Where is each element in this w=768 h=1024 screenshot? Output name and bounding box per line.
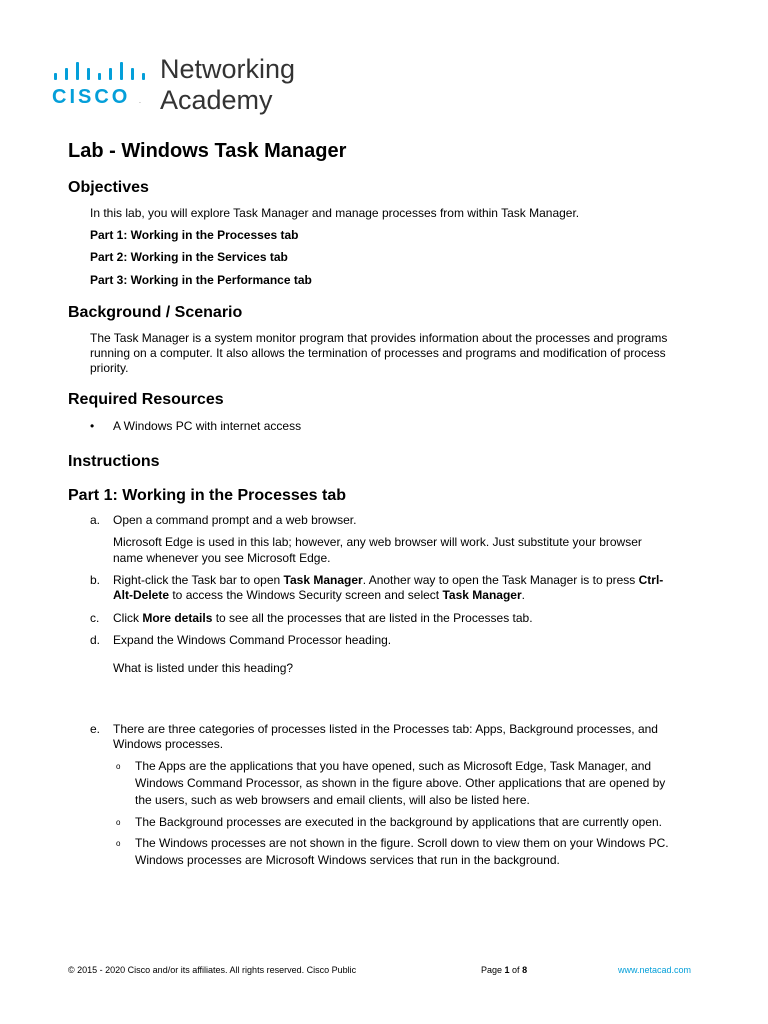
cisco-wordmark: CISCO [52,86,131,108]
step-e-marker: e. [90,722,101,736]
footer-page-number: Page 1 of 8 [481,965,528,975]
objectives-heading: Objectives [68,179,149,196]
part1-heading: Part 1: Working in the Processes tab [68,487,347,504]
background-heading: Background / Scenario [68,304,243,321]
objective-part-3: Part 3: Working in the Performance tab [90,273,312,287]
resource-item: A Windows PC with internet access [113,419,302,433]
objectives-intro: In this lab, you will explore Task Manager and manage processes from within Task Manager. [90,206,580,220]
sub-item-apps-line-3: the users, such as web browsers and email clients, will also be listed here. [135,793,530,807]
logo-text-academy: Academy [160,85,273,115]
footer-copyright: © 2015 - 2020 Cisco and/or its affiliates. All rights reserved. Cisco Public [68,965,357,975]
resources-heading: Required Resources [68,391,224,408]
step-c-text: Click More details to see all the processes that are listed in the Processes tab. [113,611,533,625]
sub-item-apps-line-2: Windows Command Processor, as shown in the figure above. Other applications that are opened by [135,776,666,790]
page-title: Lab - Windows Task Manager [68,140,347,162]
sub-bullet-marker: o [116,762,121,771]
step-a-note-line-2: name whenever you see Microsoft Edge. [113,551,331,565]
step-b-line-1: Right-click the Task bar to open Task Manager. Another way to open the Task Manager is to press Ctrl- [113,573,664,587]
step-d-marker: d. [90,633,101,647]
sub-bullet-marker: o [116,818,121,827]
step-b-line-2: Alt-Delete to access the Windows Security screen and select Task Manager. [113,588,525,602]
step-a-note-line-1: Microsoft Edge is used in this lab; however, any web browser will work. Just substitute your browser [113,535,642,549]
step-d-text: Expand the Windows Command Processor heading. [113,633,392,647]
step-c-marker: c. [90,611,100,625]
logo-text-networking: Networking [160,54,296,84]
step-b-marker: b. [90,573,101,587]
step-e-line-2: Windows processes. [113,737,224,751]
sub-item-background: The Background processes are executed in the background by applications that are currently open. [135,815,662,829]
step-a-text: Open a command prompt and a web browser. [113,513,357,527]
background-line-1: The Task Manager is a system monitor program that provides information about the processes and programs [90,331,668,345]
sub-bullet-marker: o [116,839,121,848]
cisco-bars-icon [54,60,152,80]
sub-item-windows-line-1: The Windows processes are not shown in the figure. Scroll down to view them on your Windows PC. [135,836,669,850]
instructions-heading: Instructions [68,453,160,470]
sub-item-windows-line-2: Windows processes are Microsoft Windows services that run in the background. [135,853,560,867]
sub-item-apps-line-1: The Apps are the applications that you have opened, such as Microsoft Edge, Task Manager, and [135,759,652,773]
objective-part-1: Part 1: Working in the Processes tab [90,228,299,242]
footer-url-link[interactable]: www.netacad.com [618,965,692,975]
background-line-2: running on a computer. It also allows the termination of processes and programs and modification of process [90,346,666,360]
resource-bullet: • [90,419,95,433]
objective-part-2: Part 2: Working in the Services tab [90,250,288,264]
step-a-marker: a. [90,513,101,527]
background-line-3: priority. [90,361,129,375]
step-d-question: What is listed under this heading? [113,661,294,675]
step-e-line-1: There are three categories of processes listed in the Processes tab: Apps, Background processes, and [113,722,658,736]
trademark-mark: . [139,98,141,105]
